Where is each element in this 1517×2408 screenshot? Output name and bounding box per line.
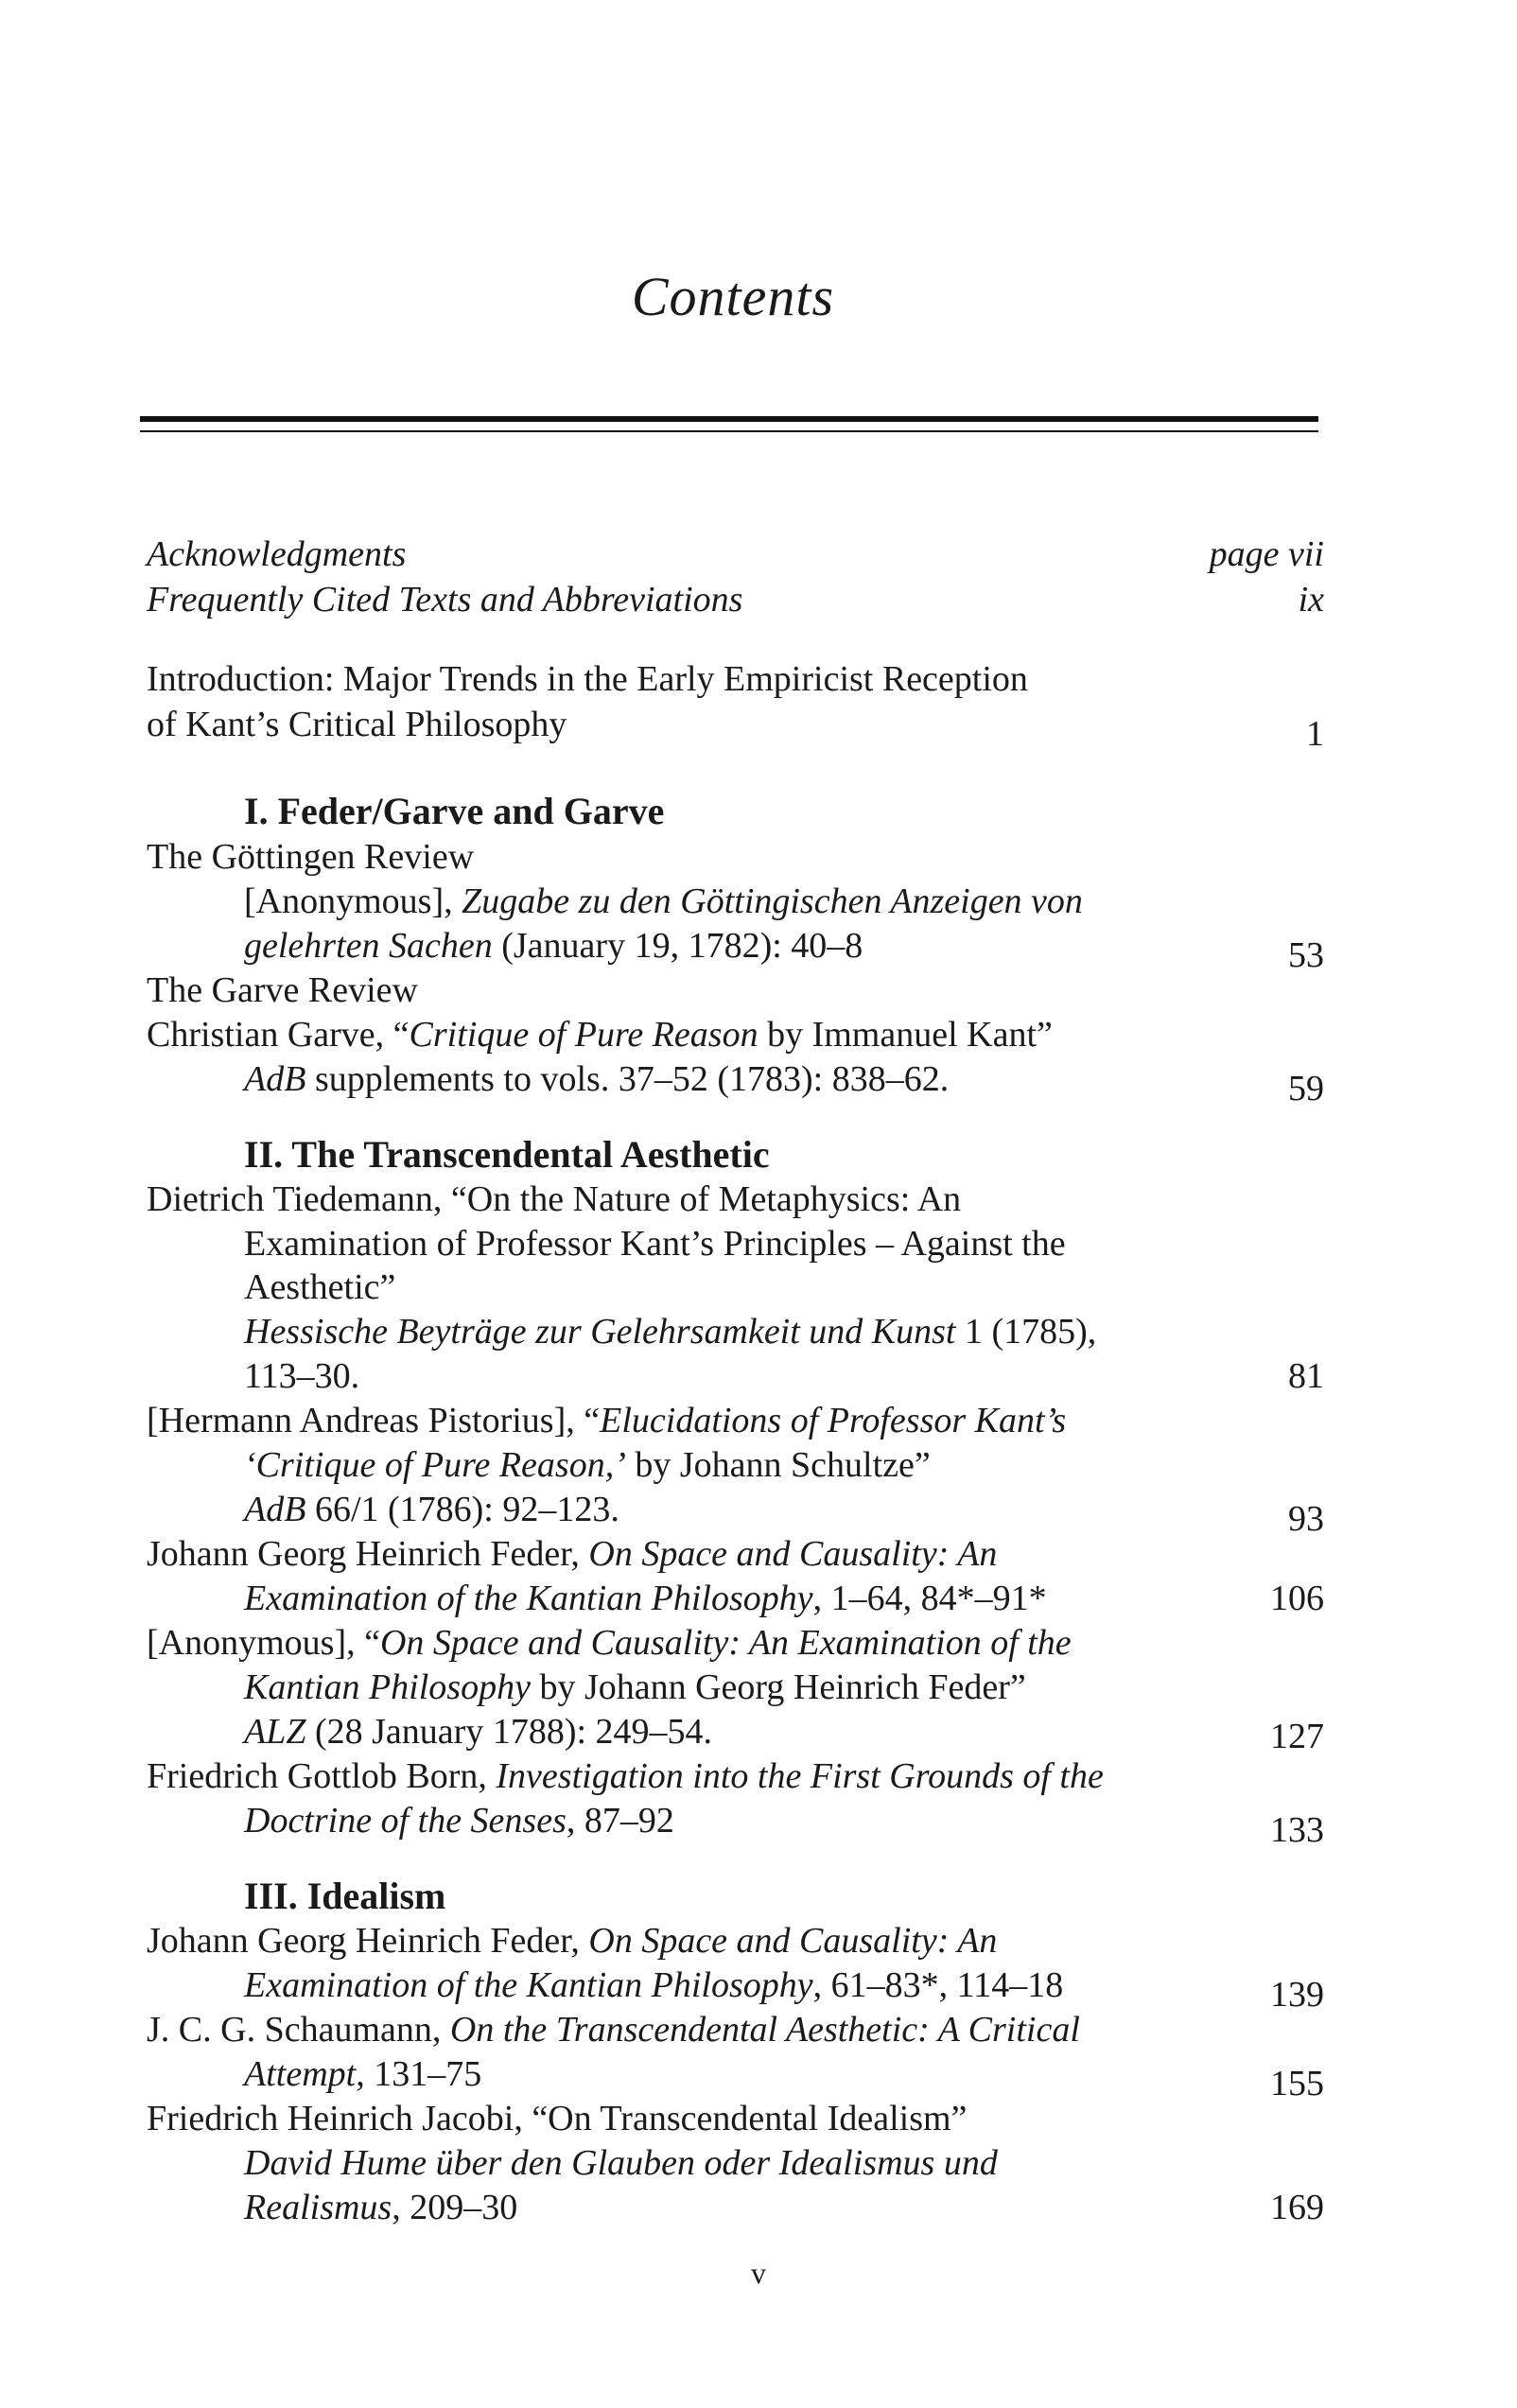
- toc-s2-n: Friedrich Gottlob Born, Investigation into the First Grounds of the: [147, 1756, 1104, 1796]
- toc-s2-e: 113–30.: [244, 1356, 360, 1396]
- toc-s3-b: Examination of the Kantian Philosophy, 61–83*, 114–18: [244, 1965, 1064, 2005]
- section-3-heading: III. Idealism: [244, 1875, 446, 1917]
- toc-ack: Acknowledgments: [147, 534, 407, 574]
- toc-s1-page-1: 53: [1288, 935, 1324, 975]
- title-rule-thick: [140, 416, 1318, 422]
- toc-s1-f: AdB supplements to vols. 37–52 (1783): 838–62.: [244, 1059, 950, 1099]
- page-title: Contents: [631, 266, 835, 327]
- toc-s1-a: The Göttingen Review: [147, 837, 475, 877]
- toc-intro-page: 1: [1306, 714, 1324, 754]
- toc-s1-e: Christian Garve, “Critique of Pure Reason by Immanuel Kant”: [147, 1015, 1053, 1055]
- toc-s2-l: Kantian Philosophy by Johann Georg Heinrich Feder”: [244, 1667, 1026, 1707]
- toc-s3-f: David Hume über den Glauben oder Idealismus und: [244, 2143, 998, 2183]
- toc-intro-line1: Introduction: Major Trends in the Early Empiricist Reception: [147, 659, 1028, 699]
- toc-s2-page-4: 127: [1270, 1717, 1324, 1756]
- toc-s2-b: Examination of Professor Kant’s Principles – Against the: [244, 1224, 1066, 1264]
- toc-s2-page-2: 93: [1288, 1499, 1324, 1539]
- toc-s2-a: Dietrich Tiedemann, “On the Nature of Metaphysics: An: [147, 1179, 962, 1219]
- toc-s2-o: Doctrine of the Senses, 87–92: [244, 1801, 674, 1841]
- toc-s2-page-1: 81: [1288, 1356, 1324, 1396]
- toc-s2-g: ‘Critique of Pure Reason,’ by Johann Schultze”: [244, 1445, 931, 1485]
- title-rule-thin: [140, 430, 1318, 432]
- toc-s1-d: The Garve Review: [147, 970, 418, 1010]
- toc-s2-i: Johann Georg Heinrich Feder, On Space and Causality: An: [147, 1534, 998, 1574]
- toc-intro-line2: of Kant’s Critical Philosophy: [147, 705, 567, 744]
- toc-s3-page-3: 169: [1270, 2188, 1324, 2227]
- toc-freq-page: ix: [1298, 580, 1324, 619]
- section-2-heading: II. The Transcendental Aesthetic: [244, 1133, 770, 1176]
- toc-s3-page-2: 155: [1270, 2064, 1324, 2103]
- toc-s3-page-1: 139: [1270, 1975, 1324, 2015]
- toc-s2-f: [Hermann Andreas Pistorius], “Elucidations of Professor Kant’s: [147, 1401, 1067, 1440]
- toc-s2-h: AdB 66/1 (1786): 92–123.: [244, 1490, 619, 1529]
- toc-s2-j: Examination of the Kantian Philosophy, 1–64, 84*–91*: [244, 1579, 1047, 1618]
- toc-s3-c: J. C. G. Schaumann, On the Transcendental Aesthetic: A Critical: [147, 2010, 1080, 2050]
- toc-s2-page-3: 106: [1270, 1579, 1324, 1618]
- toc-s2-c: Aesthetic”: [244, 1267, 396, 1307]
- toc-s2-m: ALZ (28 January 1788): 249–54.: [244, 1712, 713, 1752]
- toc-s1-b: [Anonymous], Zugabe zu den Göttingischen Anzeigen von: [244, 881, 1083, 921]
- toc-s2-page-5: 133: [1270, 1810, 1324, 1850]
- toc-s1-page-2: 59: [1288, 1069, 1324, 1108]
- section-1-heading: I. Feder/Garve and Garve: [244, 790, 665, 832]
- toc-freq: Frequently Cited Texts and Abbreviations: [147, 580, 743, 619]
- toc-s2-k: [Anonymous], “On Space and Causality: An Examination of the: [147, 1623, 1072, 1663]
- toc-s3-d: Attempt, 131–75: [244, 2054, 482, 2094]
- toc-s3-a: Johann Georg Heinrich Feder, On Space and Causality: An: [147, 1921, 998, 1961]
- page-number: v: [751, 2256, 766, 2290]
- toc-s3-e: Friedrich Heinrich Jacobi, “On Transcendental Idealism”: [147, 2099, 968, 2138]
- toc-s2-d: Hessische Beyträge zur Gelehrsamkeit und Kunst 1 (1785),: [244, 1312, 1097, 1352]
- toc-s3-g: Realismus, 209–30: [244, 2188, 518, 2227]
- toc-s1-c: gelehrten Sachen (January 19, 1782): 40–8: [244, 926, 863, 966]
- toc-ack-page: page vii: [1209, 534, 1324, 574]
